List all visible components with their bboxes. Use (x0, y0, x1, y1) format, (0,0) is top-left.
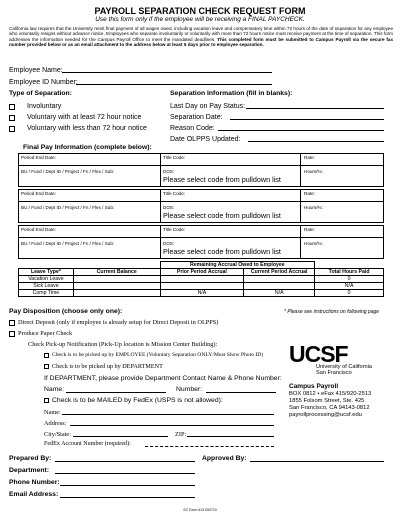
phone-field[interactable] (60, 485, 195, 486)
form-title: PAYROLL SEPARATION CHECK REQUEST FORM (94, 6, 306, 16)
address-label: Address: (44, 420, 67, 427)
employee-name-label: Employee Name: (9, 67, 63, 74)
mail-fedex-checkbox[interactable] (44, 398, 49, 403)
current-balance-cell[interactable] (73, 283, 160, 290)
dos-select-3[interactable]: Please select code from pulldown list (163, 247, 281, 256)
email-field[interactable] (60, 497, 195, 498)
period-end-label-2[interactable]: Period End Date: (21, 191, 56, 196)
pickup-employee-checkbox[interactable] (44, 353, 49, 358)
accrual-footnote: * Please see instructions on following page (284, 309, 380, 315)
mail-name-label: Name: (44, 409, 61, 416)
hours-label-1[interactable]: Hours/%: (304, 169, 323, 174)
email-label: Email Address: (9, 491, 59, 498)
approved-by-field[interactable] (250, 461, 384, 462)
notice-bold: This completed form must be submitted to Campus Payroll via the secure fax number provided below or as an email attachment to the address below at least 5 days prior to employee separation. (9, 36, 394, 48)
account-label-1[interactable]: BU / Fund / Dept ID / Project / Fn / Flex / Sub: (21, 169, 115, 174)
table-row (19, 283, 384, 290)
dos-label-3: DOS: (163, 241, 175, 246)
total-hours-cell: 0 (315, 290, 384, 297)
ucsf-email[interactable]: payrollprocessing@ucsf.edu (289, 412, 362, 418)
fedex-account-label: FedEx Account Number (required): (44, 441, 131, 447)
reason-code-field[interactable] (218, 130, 384, 131)
separation-info-heading: Separation Information (fill in blanks): (170, 90, 293, 97)
contact-number-field[interactable] (206, 392, 276, 393)
ucsf-street: 1855 Folsom Street, Ste. 425 (289, 398, 365, 404)
mail-name-field[interactable] (62, 414, 274, 415)
hours-label-2[interactable]: Hours/%: (304, 205, 323, 210)
table-row (19, 290, 384, 297)
paper-check-checkbox[interactable] (9, 331, 15, 337)
total-hours-cell: N/A (315, 283, 384, 290)
employee-id-field[interactable] (76, 84, 272, 85)
direct-deposit-label: Direct Deposit (only if employee is already setup for Direct Deposit in OLPPS) (18, 319, 219, 326)
total-hours-cell: 0 (315, 276, 384, 283)
leave-type-cell: Comp Time (19, 290, 74, 297)
prior-accrual-cell[interactable] (160, 276, 244, 283)
prepared-by-label: Prepared By: (9, 455, 52, 462)
title-code-label-3[interactable]: Title Code: (163, 227, 186, 232)
contact-name-label: Name: (44, 386, 65, 393)
notice-text (9, 26, 393, 48)
phone-label: Phone Number: (9, 479, 60, 486)
olpps-date-label: Date OLPPS Updated: (170, 136, 241, 143)
payroll-info-heading: Final Pay Information (complete below): (23, 144, 152, 151)
notice-body: California law requires that the University remit final payment of all wages owed, including vacation leave and compensatory time within 72 hours of the date of separation for any employee who voluntarily resigns without advance notice. Employees who separate involuntarily or voluntarily with more than 72 hours notice must receive payment at the time of separation. This form addresses the information needed for the Campus Payroll Office to meet the mandated deadlines. (9, 26, 393, 42)
zip-field[interactable] (187, 436, 274, 437)
voluntary-72-plus-label: Voluntary with at least 72 hour notice (27, 114, 142, 121)
department-label: Department: (9, 467, 50, 474)
accrual-group-heading: Remaining Accrual Owed to Employee (160, 262, 315, 269)
rate-label-3[interactable]: Rate: (304, 227, 315, 232)
dos-label-2: DOS: (163, 205, 175, 210)
hours-label-3[interactable]: Hours/%: (304, 241, 323, 246)
prior-accrual-cell[interactable] (160, 283, 244, 290)
form-subtitle: Use this form only if the employee will be receiving a FINAL PAYCHECK. (95, 16, 305, 23)
paper-check-label: Produce Paper Check (18, 330, 73, 337)
separation-date-field[interactable] (230, 119, 384, 120)
fedex-account-field[interactable] (145, 446, 274, 447)
leave-type-cell: Sick Leave (19, 283, 74, 290)
current-accrual-cell: N/A (244, 290, 315, 297)
zip-label: ZIP: (175, 431, 187, 438)
period-end-label-3[interactable]: Period End Date: (21, 227, 56, 232)
col-current-accrual: Current Period Accrual (244, 269, 315, 276)
separation-date-label: Separation Date: (170, 114, 223, 121)
last-day-field[interactable] (246, 108, 384, 109)
dos-label-1: DOS: (163, 169, 175, 174)
employee-id-label: Employee ID Number: (9, 79, 78, 86)
accrual-table (18, 261, 384, 297)
ucsf-logo: UCSF (289, 341, 348, 367)
account-label-3[interactable]: BU / Fund / Dept ID / Project / Fn / Flex / Sub: (21, 241, 115, 246)
department-field[interactable] (55, 473, 195, 474)
pickup-note: Check Pick-up Notification (Pick-Up location is Mission Center Building): (28, 341, 218, 348)
title-code-label-2[interactable]: Title Code: (163, 191, 186, 196)
col-total-hours: Total Hours Paid (315, 269, 384, 276)
mail-fedex-label: Check is to be MAILED by FedEx (USPS is not allowed): (52, 397, 223, 404)
involuntary-label: Involuntary (27, 103, 62, 110)
involuntary-checkbox[interactable] (9, 104, 15, 110)
direct-deposit-checkbox[interactable] (9, 320, 15, 326)
pickup-employee-label: Check is to be picked up by EMPLOYEE (Voluntary Separation ONLY/Must Show Photo ID) (52, 352, 264, 358)
current-balance-cell[interactable] (73, 276, 160, 283)
approved-by-label: Approved By: (202, 455, 247, 462)
leave-type-cell: Vacation Leave (19, 276, 74, 283)
pickup-department-checkbox[interactable] (44, 364, 49, 369)
dos-select-2[interactable]: Please select code from pulldown list (163, 211, 281, 220)
city-state-field[interactable] (73, 436, 168, 437)
col-prior-accrual: Prior Period Accrual (160, 269, 244, 276)
voluntary-72-plus-checkbox[interactable] (9, 115, 15, 121)
reason-code-label: Reason Code: (170, 125, 215, 132)
current-accrual-cell[interactable] (244, 283, 315, 290)
prepared-by-field[interactable] (55, 461, 195, 462)
contact-number-label: Number: (176, 386, 203, 393)
disposition-heading: Pay Disposition (choose only one): (9, 308, 123, 315)
address-field[interactable] (70, 425, 274, 426)
period-end-label-1[interactable]: Period End Date: (21, 155, 56, 160)
separation-type-heading: Type of Separation: (9, 90, 72, 97)
prior-accrual-cell: N/A (160, 290, 244, 297)
ucsf-box: BOX 0812 • eFax 415/920-2513 (289, 391, 372, 397)
dos-select-1[interactable]: Please select code from pulldown list (163, 175, 281, 184)
ucsf-citystate: San Francisco, CA 94143-0812 (289, 405, 370, 411)
footer-code: SC Form #13 090710 (183, 508, 217, 512)
ucsf-office: Campus Payroll (289, 383, 339, 390)
current-accrual-cell[interactable] (244, 276, 315, 283)
col-leave-type: Leave Type* (19, 269, 74, 276)
last-day-label: Last Day on Pay Status: (170, 103, 246, 110)
account-label-2[interactable]: BU / Fund / Dept ID / Project / Fn / Flex / Sub: (21, 205, 115, 210)
ucsf-university: University of California (316, 364, 372, 370)
voluntary-72-less-checkbox[interactable] (9, 126, 15, 132)
contact-name-field[interactable] (66, 392, 166, 393)
table-row (19, 276, 384, 283)
rate-label-1[interactable]: Rate: (304, 155, 315, 160)
voluntary-72-less-label: Voluntary with less than 72 hour notice (27, 125, 147, 132)
col-current-balance: Current Balance (73, 269, 160, 276)
rate-label-2[interactable]: Rate: (304, 191, 315, 196)
pickup-department-label: Check is to be picked up by DEPARTMENT (52, 363, 163, 370)
city-state-label: City/State: (44, 431, 71, 438)
ucsf-city: San Francisco (316, 370, 352, 376)
title-code-label-1[interactable]: Title Code: (163, 155, 186, 160)
employee-name-field[interactable] (62, 72, 272, 73)
current-balance-cell[interactable] (73, 290, 160, 297)
olpps-date-field[interactable] (248, 141, 384, 142)
department-contact-note: If DEPARTMENT, please provide Department Contact Name & Phone Number: (44, 375, 282, 382)
